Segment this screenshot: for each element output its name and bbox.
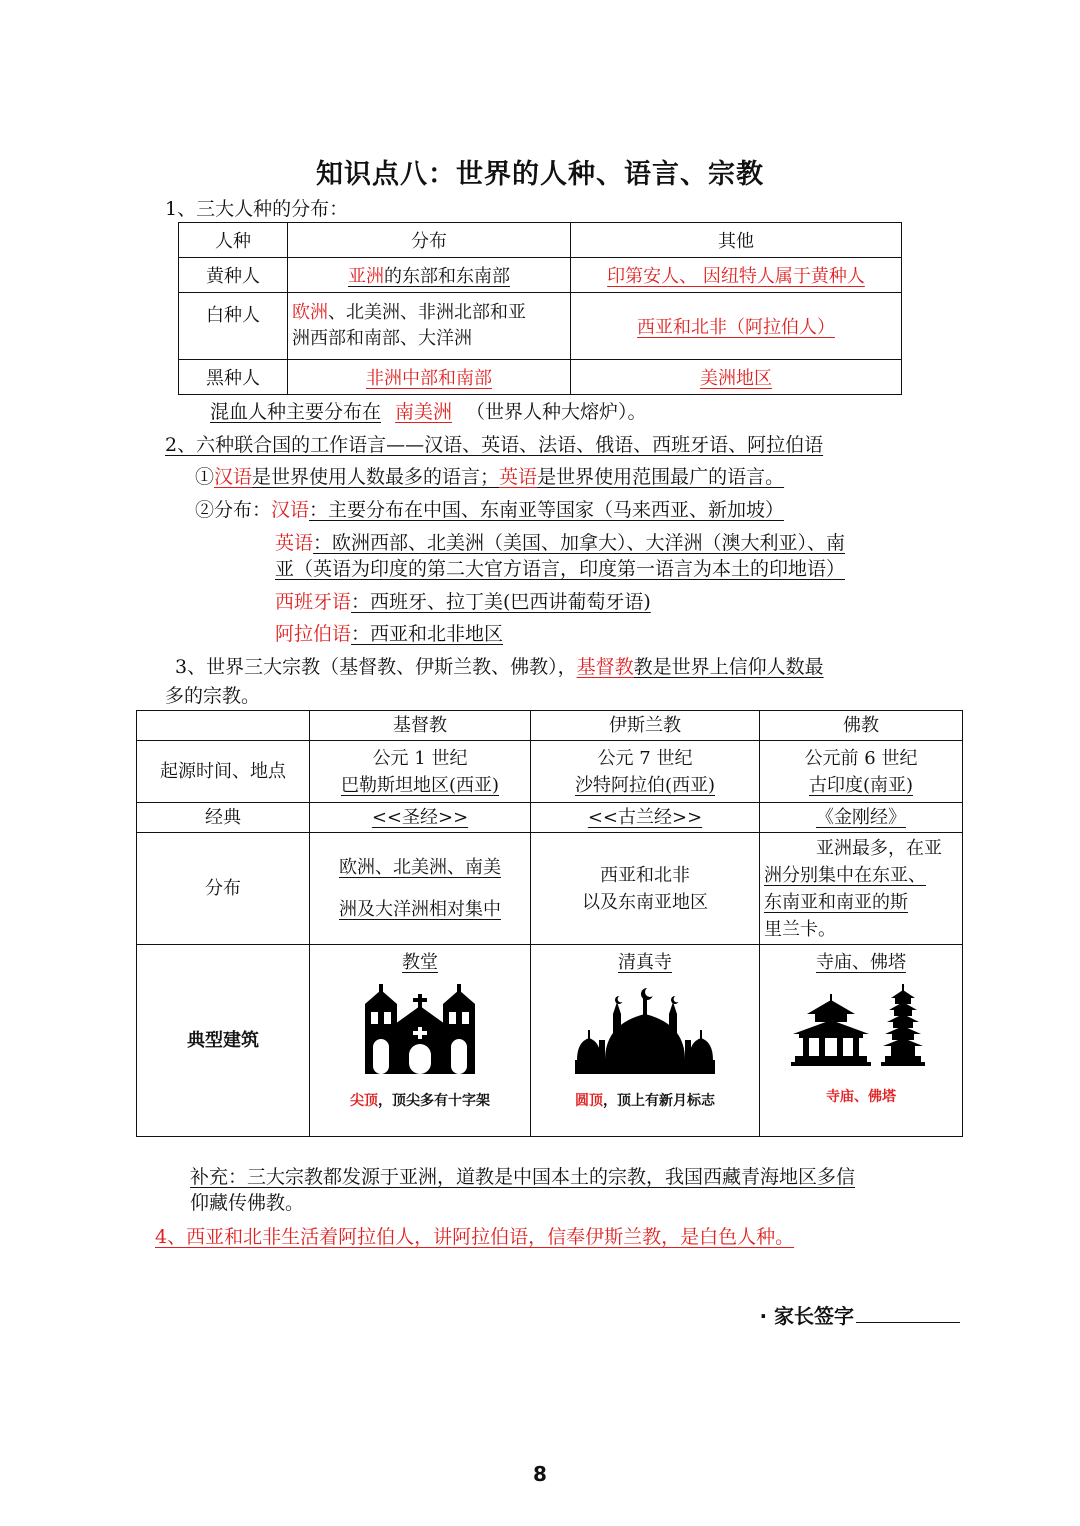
arabic-line [275, 622, 503, 646]
origin-c-time: 公元 1 世纪 [372, 747, 468, 769]
black-distribution [288, 360, 571, 395]
origin-islam [531, 741, 760, 803]
classic-i: <<古兰经>> [587, 807, 703, 828]
dist-c-1: 欧洲、北美洲、南美 [339, 856, 501, 878]
dist-b-2: 洲分别集中在东亚、 [764, 864, 926, 886]
black-other [571, 360, 902, 395]
s3-heading-b: 教是世界上信仰人数最 [633, 656, 824, 678]
yellow-dist-text [348, 266, 510, 287]
arch-c-caption [314, 1088, 526, 1115]
supplement-line-1 [190, 1165, 855, 1189]
white-other [571, 293, 902, 360]
spanish-line [275, 590, 651, 614]
dist-b-1: 亚洲最多，在亚 [816, 837, 942, 859]
arch-b-caption [764, 1084, 958, 1111]
arch-b-caption-red: 寺庙、佛塔 [826, 1089, 896, 1105]
arch-b-title: 寺庙、佛塔 [816, 952, 906, 973]
header-race: 人种 [179, 223, 288, 258]
p1-c: 是世界使用范围最广的语言。 [537, 466, 785, 488]
p2-red: 汉语 [271, 499, 310, 521]
white-dist-rest1: 、北美洲、非洲北部和亚 [328, 302, 526, 323]
yellow-other [571, 258, 902, 293]
origin-i-time: 公元 7 世纪 [597, 747, 693, 769]
mixed-pre: 混血人种主要分布在 [210, 401, 382, 423]
arch-label-text: 典型建筑 [187, 1030, 259, 1051]
p1-a: ① [195, 466, 215, 488]
es-text: ：西班牙、拉丁美(巴西讲葡萄牙语) [351, 591, 651, 613]
header-distribution: 分布 [288, 223, 571, 258]
arch-c-caption-black: ，顶尖多有十字架 [378, 1093, 490, 1109]
origin-c-place: 巴勒斯坦地区(西亚) [340, 774, 500, 796]
origin-b-time: 公元前 6 世纪 [804, 747, 918, 769]
mixed-post: （世界人种大熔炉）。 [466, 401, 647, 423]
p2-a: ②分布： [195, 499, 272, 521]
p1-b: 是世界使用人数最多的语言； [252, 466, 500, 488]
section-2-heading: 2、六种联合国的工作语言——汉语、英语、法语、俄语、西班牙语、阿拉伯语 [165, 434, 824, 456]
ar-text: ：西亚和北非地区 [351, 623, 504, 645]
race-yellow: 黄种人 [179, 258, 288, 293]
es-red: 西班牙语 [275, 591, 352, 613]
white-other-text: 西亚和北非（阿拉伯人） [637, 317, 835, 338]
white-dist-rest2: 洲西部和南部、大洋洲 [292, 328, 472, 349]
origin-i-place: 沙特阿拉伯(西亚) [574, 774, 716, 796]
white-distribution [288, 293, 571, 360]
ar-red: 阿拉伯语 [275, 623, 352, 645]
classic-b: 《金刚经》 [816, 807, 906, 828]
language-point-1 [195, 465, 784, 489]
arch-i-caption [535, 1088, 755, 1115]
origin-buddhism [760, 741, 963, 803]
race-table [178, 222, 902, 395]
header-other: 其他 [571, 223, 902, 258]
arch-buddhism [760, 945, 963, 1137]
classic-c: <<圣经>> [371, 807, 469, 828]
black-other-text: 美洲地区 [700, 368, 772, 389]
signature-line[interactable] [856, 1322, 960, 1323]
arch-i-caption-red: 圆顶 [575, 1093, 603, 1109]
english-line-2: 亚（英语为印度的第二大官方语言，印度第一语言为本土的印地语） [275, 558, 846, 580]
arch-c-title: 教堂 [402, 952, 438, 973]
dist-c-2: 洲及大洋洲相对集中 [339, 898, 501, 920]
religion-header-islam: 伊斯兰教 [531, 711, 760, 741]
s3-heading-red: 基督教 [576, 656, 634, 678]
en-1: ：欧洲西部、北美洲（美国、加拿大）、大洋洲（澳大利亚）、南 [313, 532, 846, 554]
arch-islam [531, 945, 760, 1137]
classic-islam [531, 803, 760, 833]
black-dist-text: 非洲中部和南部 [366, 368, 492, 389]
white-dist-red: 欧洲 [292, 302, 328, 323]
s3-heading-a: 3、世界三大宗教（基督教、伊斯兰教、佛教）， [175, 656, 577, 678]
section-1-heading: 1、三大人种的分布： [165, 198, 349, 220]
origin-christianity [310, 741, 531, 803]
signature-label: · 家长签字 [759, 1304, 854, 1328]
language-point-2 [195, 498, 784, 522]
dist-label: 分布 [137, 833, 310, 945]
classic-buddhism [760, 803, 963, 833]
mixed-red: 南美洲 [395, 401, 453, 423]
mosque-icon [575, 984, 715, 1074]
yellow-dist-red: 亚洲 [348, 266, 384, 287]
church-icon [365, 984, 475, 1074]
mixed-race-line [210, 400, 647, 424]
parent-signature [759, 1300, 960, 1329]
arch-label [137, 945, 310, 1137]
race-black: 黑种人 [179, 360, 288, 395]
p1-red1: 汉语 [214, 466, 253, 488]
religion-table [136, 710, 963, 1137]
religion-header-christianity: 基督教 [310, 711, 531, 741]
dist-christianity [310, 833, 531, 945]
english-line-1 [275, 531, 845, 555]
yellow-distribution [288, 258, 571, 293]
dist-islam [531, 833, 760, 945]
arch-christianity [310, 945, 531, 1137]
arch-i-caption-black: ，顶上有新月标志 [603, 1093, 715, 1109]
arch-c-caption-red: 尖顶 [350, 1093, 378, 1109]
p2-b: ：主要分布在中国、东南亚等国家（马来西亚、新加坡） [309, 499, 785, 521]
temple-pagoda-icon [791, 984, 931, 1074]
religion-header-blank [137, 711, 310, 741]
arch-i-title: 清真寺 [618, 952, 672, 973]
supplement-line-2: 仰藏传佛教。 [190, 1192, 305, 1214]
section-4: 4、西亚和北非生活着阿拉伯人，讲阿拉伯语，信奉伊斯兰教，是白色人种。 [155, 1226, 795, 1248]
origin-b-place: 古印度(南亚) [808, 774, 914, 796]
race-white: 白种人 [179, 293, 288, 360]
page-number: 8 [533, 1462, 547, 1486]
dist-i-2: 以及东南亚地区 [582, 891, 708, 913]
section-3-heading-cont: 多的宗教。 [165, 685, 261, 707]
classic-christianity [310, 803, 531, 833]
religion-header-buddhism: 佛教 [760, 711, 963, 741]
origin-label: 起源时间、地点 [137, 741, 310, 803]
en-red: 英语 [275, 532, 314, 554]
dist-b-4: 里兰卡。 [764, 918, 836, 940]
section-3-heading [175, 655, 824, 679]
dist-buddhism [760, 833, 963, 945]
classic-label: 经典 [137, 803, 310, 833]
dist-i-1: 西亚和北非 [600, 864, 690, 886]
yellow-dist-rest: 的东部和东南部 [384, 266, 510, 287]
yellow-other-text: 印第安人、 因纽特人属于黄种人 [607, 266, 865, 287]
page-title: 知识点八：世界的人种、语言、宗教 [316, 159, 764, 190]
supplement-text-1: 补充：三大宗教都发源于亚洲，道教是中国本土的宗教，我国西藏青海地区多信 [190, 1166, 856, 1188]
p1-red2: 英语 [499, 466, 538, 488]
dist-b-3: 东南亚和南亚的斯 [764, 891, 908, 913]
